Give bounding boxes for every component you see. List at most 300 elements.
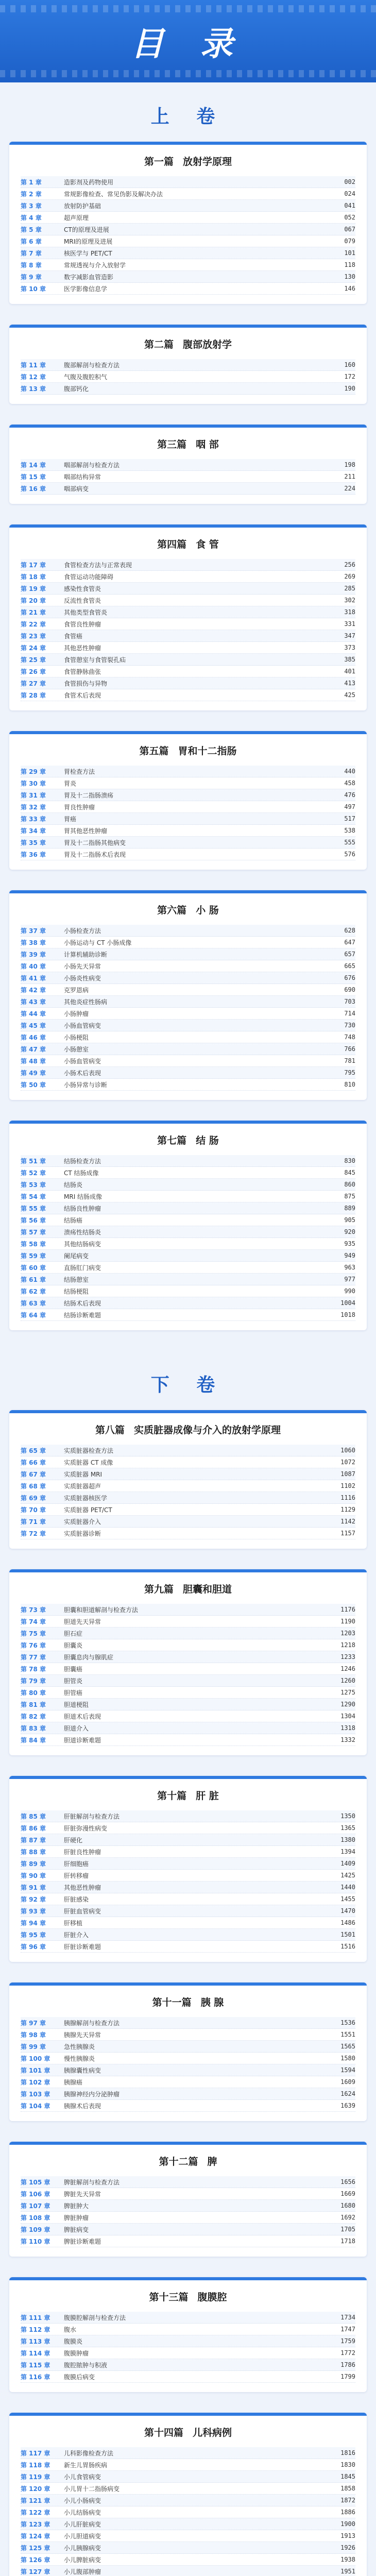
chapter-row[interactable] [21, 2188, 355, 2200]
chapter-title: 肝脏血管病变 [64, 1907, 101, 1915]
chapter-page: 1680 [340, 2202, 355, 2209]
part-number: 第七篇 [157, 1135, 187, 1146]
chapter-row[interactable] [21, 1456, 355, 1468]
part-name: 肝 脏 [196, 1790, 219, 1802]
chapter-row[interactable] [21, 595, 355, 606]
chapter-row[interactable] [21, 825, 355, 837]
chapter-row[interactable] [21, 1226, 355, 1238]
chapter-row[interactable] [21, 2176, 355, 2188]
chapter-number: 第 95 章 [21, 1931, 46, 1939]
chapter-row[interactable] [21, 2542, 355, 2554]
chapter-page: 1102 [340, 1482, 355, 1489]
chapter-page: 1394 [340, 1848, 355, 1855]
chapter-number: 第 5 章 [21, 226, 42, 233]
chapter-page: 676 [344, 974, 355, 981]
chapter-number: 第 109 章 [21, 2226, 50, 2233]
chapter-page: 1304 [340, 1713, 355, 1720]
chapter-title: 阑尾病变 [64, 1252, 89, 1260]
chapter-title: 食管良性肿瘤 [64, 620, 101, 628]
chapter-row[interactable] [21, 1604, 355, 1616]
chapter-title: 结肠良性肿瘤 [64, 1205, 101, 1212]
chapter-row[interactable] [21, 1870, 355, 1882]
chapter-page: 101 [344, 249, 355, 257]
part-number: 第三篇 [157, 439, 187, 450]
chapter-title: 小肠检查方法 [64, 927, 101, 935]
chapter-row[interactable] [21, 200, 355, 212]
chapter-row[interactable] [21, 359, 355, 371]
chapter-title: 实质脏器核医学 [64, 1494, 108, 1502]
chapter-row[interactable] [21, 559, 355, 571]
chapter-number: 第 37 章 [21, 927, 46, 935]
chapter-page: 1858 [340, 2485, 355, 2492]
chapter-title: 肝移植 [64, 1919, 83, 1927]
chapter-number: 第 89 章 [21, 1860, 46, 1868]
chapter-row[interactable] [21, 1941, 355, 1953]
chapter-row[interactable] [21, 1516, 355, 1528]
chapter-row[interactable] [21, 1492, 355, 1504]
chapter-title: 食管术后表现 [64, 691, 101, 699]
chapter-number: 第 34 章 [21, 827, 46, 835]
chapter-number: 第 77 章 [21, 1653, 46, 1661]
chapter-page: 1203 [340, 1630, 355, 1637]
chapter-row[interactable] [21, 1067, 355, 1079]
chapter-row[interactable] [21, 2495, 355, 2506]
chapter-row[interactable] [21, 2212, 355, 2224]
chapter-row[interactable] [21, 2200, 355, 2212]
chapter-row[interactable] [21, 2483, 355, 2495]
chapter-row[interactable] [21, 1504, 355, 1516]
chapter-page: 1705 [340, 2226, 355, 2233]
chapter-page: 373 [344, 644, 355, 651]
chapter-title: 胰腺神经内分泌肿瘤 [64, 2090, 120, 2098]
chapter-title: 咽部解剖与检查方法 [64, 461, 120, 469]
chapter-row[interactable] [21, 1710, 355, 1722]
chapter-page: 1486 [340, 1919, 355, 1926]
chapter-row[interactable] [21, 1822, 355, 1834]
chapter-page: 555 [344, 839, 355, 846]
chapter-row[interactable] [21, 583, 355, 595]
chapter-title: 其他结肠病变 [64, 1240, 101, 1248]
chapter-row[interactable] [21, 1167, 355, 1179]
chapter-row[interactable] [21, 1639, 355, 1651]
chapter-row[interactable] [21, 1309, 355, 1321]
chapter-row[interactable] [21, 1202, 355, 1214]
chapter-number: 第 65 章 [21, 1447, 46, 1454]
chapter-row[interactable] [21, 2224, 355, 2235]
chapter-title: 胃癌 [64, 815, 77, 823]
chapter-number: 第 73 章 [21, 1606, 46, 1614]
chapter-row[interactable] [21, 777, 355, 789]
chapter-row[interactable] [21, 188, 355, 200]
part-section [9, 142, 367, 304]
chapter-page: 1845 [340, 2473, 355, 2480]
chapter-page: 1129 [340, 1506, 355, 1513]
chapter-title: 其他恶性肿瘤 [64, 644, 101, 652]
chapter-row[interactable] [21, 996, 355, 1008]
chapter-row[interactable] [21, 1238, 355, 1250]
chapter-row[interactable] [21, 1734, 355, 1746]
chapter-number: 第 72 章 [21, 1530, 46, 1537]
chapter-title: 小肠憩室 [64, 1045, 89, 1053]
chapter-row[interactable] [21, 2518, 355, 2530]
chapter-title: 小肠异常与诊断 [64, 1081, 108, 1089]
chapter-title: 小肠先天异常 [64, 962, 101, 970]
part-section [9, 2277, 367, 2392]
chapter-row[interactable] [21, 666, 355, 677]
chapter-number: 第 53 章 [21, 1181, 46, 1189]
chapter-number: 第 84 章 [21, 1736, 46, 1744]
chapter-title: 小儿小肠病变 [64, 2497, 101, 2504]
chapter-row[interactable] [21, 630, 355, 642]
chapter-row[interactable] [21, 1882, 355, 1893]
chapter-row[interactable] [21, 483, 355, 495]
chapter-row[interactable] [21, 1297, 355, 1309]
chapter-row[interactable] [21, 1722, 355, 1734]
chapter-page: 067 [344, 226, 355, 233]
chapter-title: 结肠梗阻 [64, 1287, 89, 1295]
chapter-row[interactable] [21, 948, 355, 960]
chapter-title: 腹水 [64, 2326, 77, 2333]
chapter-title: 结肠诊断难题 [64, 1311, 101, 1319]
chapter-title: 气腹及腹腔积气 [64, 373, 108, 381]
chapter-title: 腹膜炎 [64, 2337, 83, 2345]
chapter-number: 第 105 章 [21, 2178, 50, 2186]
chapter-row[interactable] [21, 1858, 355, 1870]
chapter-number: 第 33 章 [21, 815, 46, 823]
chapter-row[interactable] [21, 1262, 355, 1274]
chapter-row[interactable] [21, 1480, 355, 1492]
chapter-row[interactable] [21, 2053, 355, 2064]
chapter-page: 172 [344, 373, 355, 380]
chapter-page: 1116 [340, 1494, 355, 1501]
chapter-number: 第 123 章 [21, 2520, 50, 2528]
chapter-row[interactable] [21, 677, 355, 689]
chapter-row[interactable] [21, 937, 355, 948]
chapter-title: 新生儿胃肠疾病 [64, 2461, 108, 2469]
chapter-row[interactable] [21, 1214, 355, 1226]
chapter-row[interactable] [21, 2459, 355, 2471]
chapter-row[interactable] [21, 1834, 355, 1846]
chapter-page: 576 [344, 851, 355, 858]
chapter-title: 小儿肝脏病变 [64, 2520, 101, 2528]
chapter-page: 1004 [340, 1299, 355, 1307]
chapter-page: 714 [344, 1010, 355, 1017]
chapter-row[interactable] [21, 1020, 355, 1031]
chapter-page: 198 [344, 461, 355, 468]
chapter-number: 第 120 章 [21, 2485, 50, 2493]
chapter-row[interactable] [21, 1905, 355, 1917]
chapter-number: 第 76 章 [21, 1641, 46, 1649]
part-heading [9, 2142, 367, 2176]
chapter-title: 实质脏器超声 [64, 1482, 101, 1490]
chapter-title: 食管检查方法与正常表现 [64, 561, 132, 569]
chapter-title: 结肠癌 [64, 1216, 83, 1224]
chapter-title: 胆囊炎 [64, 1641, 83, 1649]
chapter-number: 第 61 章 [21, 1276, 46, 1283]
chapter-number: 第 8 章 [21, 261, 42, 269]
chapter-row[interactable] [21, 1675, 355, 1687]
chapter-number: 第 62 章 [21, 1287, 46, 1295]
chapter-row[interactable] [21, 471, 355, 483]
chapter-number: 第 23 章 [21, 632, 46, 640]
chapter-page: 1365 [340, 1824, 355, 1832]
chapter-page: 458 [344, 779, 355, 787]
chapter-number: 第 57 章 [21, 1228, 46, 1236]
chapter-number: 第 52 章 [21, 1169, 46, 1177]
chapter-row[interactable] [21, 1917, 355, 1929]
chapter-number: 第 54 章 [21, 1193, 46, 1200]
chapter-number: 第 6 章 [21, 238, 42, 245]
chapter-page: 1318 [340, 1724, 355, 1732]
chapter-row[interactable] [21, 849, 355, 860]
chapter-page: 1580 [340, 2055, 355, 2062]
chapter-number: 第 25 章 [21, 656, 46, 664]
chapter-title: 胃炎 [64, 779, 77, 787]
chapter-row[interactable] [21, 2088, 355, 2100]
chapter-row[interactable] [21, 618, 355, 630]
chapter-row[interactable] [21, 1893, 355, 1905]
part-section [9, 524, 367, 710]
chapter-row[interactable] [21, 1651, 355, 1663]
chapter-title: 胆道介入 [64, 1724, 89, 1732]
chapter-page: 224 [344, 485, 355, 492]
chapter-row[interactable] [21, 1468, 355, 1480]
chapter-row[interactable] [21, 1008, 355, 1020]
chapter-row[interactable] [21, 2506, 355, 2518]
chapter-number: 第 87 章 [21, 1836, 46, 1844]
chapter-row[interactable] [21, 2312, 355, 2324]
chapter-row[interactable] [21, 972, 355, 984]
chapter-row[interactable] [21, 2530, 355, 2542]
chapter-title: 其他类型食管炎 [64, 608, 108, 616]
chapter-page: 211 [344, 473, 355, 480]
chapter-page: 1830 [340, 2461, 355, 2468]
chapter-number: 第 17 章 [21, 561, 46, 569]
chapter-row[interactable] [21, 2100, 355, 2112]
chapter-page: 905 [344, 1216, 355, 1224]
chapter-row[interactable] [21, 801, 355, 813]
part-heading [9, 425, 367, 459]
chapter-row[interactable] [21, 606, 355, 618]
chapter-page: 1246 [340, 1665, 355, 1672]
chapter-row[interactable] [21, 247, 355, 259]
chapter-row[interactable] [21, 1043, 355, 1055]
chapter-row[interactable] [21, 2041, 355, 2053]
part-name: 腹膜腔 [197, 2292, 227, 2303]
chapter-number: 第 112 章 [21, 2326, 50, 2333]
part-heading [9, 1410, 367, 1445]
part-section [9, 890, 367, 1100]
chapter-page: 079 [344, 238, 355, 245]
chapter-title: MRI 结肠成像 [64, 1193, 102, 1200]
chapter-row[interactable] [21, 2064, 355, 2076]
chapter-page: 665 [344, 962, 355, 970]
chapter-page: 1624 [340, 2090, 355, 2097]
chapter-page: 1734 [340, 2314, 355, 2321]
chapter-page: 810 [344, 1081, 355, 1088]
chapter-page: 425 [344, 691, 355, 699]
chapter-row[interactable] [21, 212, 355, 224]
chapter-number: 第 117 章 [21, 2449, 50, 2457]
chapter-row[interactable] [21, 1285, 355, 1297]
chapter-page: 920 [344, 1228, 355, 1235]
chapter-row[interactable] [21, 766, 355, 777]
chapter-number: 第 83 章 [21, 1724, 46, 1732]
chapter-row[interactable] [21, 2359, 355, 2371]
chapter-number: 第 75 章 [21, 1630, 46, 1637]
chapter-row[interactable] [21, 1663, 355, 1675]
chapter-row[interactable] [21, 1528, 355, 1539]
chapter-row[interactable] [21, 271, 355, 283]
chapter-row[interactable] [21, 383, 355, 395]
chapter-row[interactable] [21, 1687, 355, 1699]
chapter-row[interactable] [21, 2029, 355, 2041]
chapter-number: 第 35 章 [21, 839, 46, 846]
chapter-row[interactable] [21, 1929, 355, 1941]
chapter-title: 放射防护基础 [64, 202, 101, 210]
part-number: 第八篇 [95, 1425, 125, 1436]
chapter-title: 胰腺先天异常 [64, 2031, 101, 2039]
chapter-page: 269 [344, 573, 355, 580]
chapter-row[interactable] [21, 1191, 355, 1202]
chapter-row[interactable] [21, 1250, 355, 1262]
chapter-row[interactable] [21, 925, 355, 937]
chapter-page: 476 [344, 791, 355, 799]
chapter-page: 860 [344, 1181, 355, 1188]
chapter-row[interactable] [21, 2471, 355, 2483]
chapter-row[interactable] [21, 1810, 355, 1822]
chapter-number: 第 20 章 [21, 597, 46, 604]
chapter-page: 1290 [340, 1701, 355, 1708]
chapter-row[interactable] [21, 2347, 355, 2359]
chapter-row[interactable] [21, 1628, 355, 1639]
chapter-number: 第 106 章 [21, 2190, 50, 2198]
chapter-page: 1772 [340, 2349, 355, 2357]
part-heading [9, 2277, 367, 2312]
chapter-page: 002 [344, 178, 355, 185]
chapter-page: 1938 [340, 2556, 355, 2563]
chapter-page: 347 [344, 632, 355, 639]
chapter-title: 食管癌 [64, 632, 83, 640]
chapter-title: 肝脏弥漫性病变 [64, 1824, 108, 1832]
chapter-number: 第 9 章 [21, 273, 42, 281]
chapter-row[interactable] [21, 1031, 355, 1043]
chapter-row[interactable] [21, 1055, 355, 1067]
part-heading [9, 142, 367, 176]
chapter-row[interactable] [21, 459, 355, 471]
chapter-title: 感染性食管炎 [64, 585, 101, 592]
chapter-row[interactable] [21, 176, 355, 188]
chapter-title: 肝转移瘤 [64, 1872, 89, 1879]
chapter-page: 1072 [340, 1459, 355, 1466]
chapter-row[interactable] [21, 1846, 355, 1858]
chapter-title: 胆石症 [64, 1630, 83, 1637]
chapter-row[interactable] [21, 984, 355, 996]
chapter-row[interactable] [21, 2076, 355, 2088]
chapter-row[interactable] [21, 2335, 355, 2347]
chapter-number: 第 88 章 [21, 1848, 46, 1856]
part-heading [9, 1569, 367, 1604]
chapter-row[interactable] [21, 1179, 355, 1191]
chapter-number: 第 74 章 [21, 1618, 46, 1625]
chapter-row[interactable] [21, 283, 355, 295]
part-number: 第一篇 [144, 156, 174, 167]
chapter-row[interactable] [21, 371, 355, 383]
chapter-row[interactable] [21, 1079, 355, 1091]
chapter-number: 第 15 章 [21, 473, 46, 481]
chapter-title: 胆道诊断难题 [64, 1736, 101, 1744]
chapter-row[interactable] [21, 642, 355, 654]
chapter-row[interactable] [21, 654, 355, 666]
chapter-row[interactable] [21, 2324, 355, 2335]
part-heading [9, 890, 367, 925]
part-number: 第五篇 [139, 745, 169, 757]
chapter-row[interactable] [21, 2566, 355, 2576]
chapter-row[interactable] [21, 2235, 355, 2247]
chapter-row[interactable] [21, 2447, 355, 2459]
chapter-number: 第 27 章 [21, 680, 46, 687]
part-section [9, 1410, 367, 1549]
chapter-row[interactable] [21, 837, 355, 849]
chapter-number: 第 126 章 [21, 2556, 50, 2564]
chapter-row[interactable] [21, 259, 355, 271]
chapter-title: 小儿脾脏病变 [64, 2556, 101, 2564]
chapter-row[interactable] [21, 960, 355, 972]
chapter-title: 咽部结构异常 [64, 473, 101, 481]
chapter-title: 肝细胞癌 [64, 1860, 89, 1868]
chapter-row[interactable] [21, 689, 355, 701]
chapter-page: 1565 [340, 2043, 355, 2050]
part-name: 胃和十二指肠 [178, 745, 237, 757]
chapter-row[interactable] [21, 571, 355, 583]
chapter-number: 第 41 章 [21, 974, 46, 982]
chapter-page: 1536 [340, 2019, 355, 2026]
chapter-row[interactable] [21, 2017, 355, 2029]
chapter-row[interactable] [21, 1155, 355, 1167]
chapter-title: 小肠血管病变 [64, 1057, 101, 1065]
chapter-page: 1872 [340, 2497, 355, 2504]
chapter-row[interactable] [21, 789, 355, 801]
chapter-row[interactable] [21, 1445, 355, 1456]
chapter-row[interactable] [21, 813, 355, 825]
chapter-row[interactable] [21, 1616, 355, 1628]
chapter-number: 第 99 章 [21, 2043, 46, 2050]
chapter-title: 肝脏良性肿瘤 [64, 1848, 101, 1856]
chapter-title: 胆囊癌 [64, 1665, 83, 1673]
chapter-number: 第 48 章 [21, 1057, 46, 1065]
chapter-title: 胰腺囊性病变 [64, 2066, 101, 2074]
chapter-row[interactable] [21, 224, 355, 235]
chapter-title: 实质脏器检查方法 [64, 1447, 114, 1454]
chapter-page: 1233 [340, 1653, 355, 1660]
chapter-row[interactable] [21, 1274, 355, 1285]
part-section [9, 1569, 367, 1755]
chapter-row[interactable] [21, 2554, 355, 2566]
chapter-number: 第 59 章 [21, 1252, 46, 1260]
chapter-number: 第 121 章 [21, 2497, 50, 2504]
chapter-row[interactable] [21, 235, 355, 247]
chapter-number: 第 85 章 [21, 1812, 46, 1820]
chapter-page: 1260 [340, 1677, 355, 1684]
chapter-page: 1501 [340, 1931, 355, 1938]
chapter-number: 第 94 章 [21, 1919, 46, 1927]
chapter-row[interactable] [21, 2371, 355, 2383]
chapter-row[interactable] [21, 1699, 355, 1710]
chapter-page: 1142 [340, 1518, 355, 1525]
chapter-title: 脾脏解剖与检查方法 [64, 2178, 120, 2186]
chapter-title: 胃及十二指肠溃疡 [64, 791, 114, 799]
chapter-page: 963 [344, 1264, 355, 1271]
